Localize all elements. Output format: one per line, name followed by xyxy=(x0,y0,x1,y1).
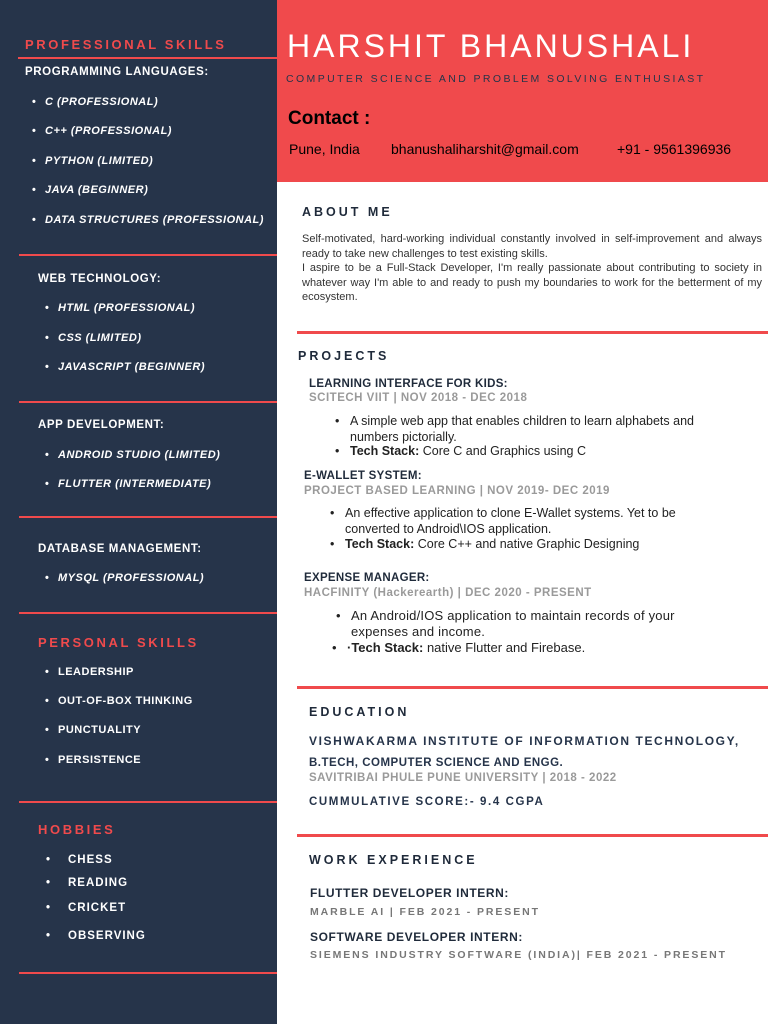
group-title-programming: PROGRAMMING LANGUAGES: xyxy=(25,66,209,78)
group-title-web: WEB TECHNOLOGY: xyxy=(38,273,162,285)
divider xyxy=(19,972,277,974)
hobby-item: • CRICKET xyxy=(46,902,126,914)
work-title: FLUTTER DEVELOPER INTERN: xyxy=(310,886,510,900)
work-subtitle: MARBLE AI | FEB 2021 - PRESENT xyxy=(310,906,540,918)
divider xyxy=(19,254,277,256)
divider xyxy=(297,686,768,689)
project-title: EXPENSE MANAGER: xyxy=(304,572,430,584)
work-heading: WORK EXPERIENCE xyxy=(309,853,478,867)
personal-skill-item: • PUNCTUALITY xyxy=(45,724,141,736)
divider xyxy=(19,612,277,614)
personal-skills-heading: PERSONAL SKILLS xyxy=(38,635,199,650)
skill-item: • ANDROID STUDIO (LIMITED) xyxy=(45,449,220,461)
personal-skill-item: • LEADERSHIP xyxy=(45,666,134,678)
divider xyxy=(297,834,768,837)
skill-item: • JAVASCRIPT (BEGINNER) xyxy=(45,361,205,373)
divider xyxy=(19,801,277,803)
skill-item: • C (PROFESSIONAL) xyxy=(32,96,158,108)
professional-skills-heading: PROFESSIONAL SKILLS xyxy=(25,37,227,52)
divider xyxy=(19,516,277,518)
skill-item: • DATA STRUCTURES (PROFESSIONAL) xyxy=(32,214,264,226)
about-text xyxy=(302,232,762,305)
header xyxy=(277,0,768,182)
project-title: E-WALLET SYSTEM: xyxy=(304,470,422,482)
group-title-database: DATABASE MANAGEMENT: xyxy=(38,543,202,555)
project-tech-stack: • ·Tech Stack: native Flutter and Firebase. xyxy=(332,640,586,655)
projects-heading: PROJECTS xyxy=(298,349,390,363)
project-title: LEARNING INTERFACE FOR KIDS: xyxy=(309,378,508,390)
skill-item: • HTML (PROFESSIONAL) xyxy=(45,302,195,314)
project-tech-stack: • Tech Stack: Core C++ and native Graphic Designing xyxy=(330,537,640,551)
group-title-app: APP DEVELOPMENT: xyxy=(38,419,165,431)
project-description: • An Android/IOS application to maintain records of your expenses and income. xyxy=(336,608,675,639)
project-subtitle: PROJECT BASED LEARNING | NOV 2019- DEC 2019 xyxy=(304,485,610,497)
divider xyxy=(19,401,277,403)
tagline: COMPUTER SCIENCE AND PROBLEM SOLVING ENTHUSIAST xyxy=(286,73,706,85)
sidebar xyxy=(0,0,277,1024)
personal-skill-item: • PERSISTENCE xyxy=(45,754,141,766)
project-tech-stack: • Tech Stack: Core C and Graphics using C xyxy=(335,444,586,458)
about-heading: ABOUT ME xyxy=(302,205,393,219)
project-subtitle: HACFINITY (Hackerearth) | DEC 2020 - PRESENT xyxy=(304,587,592,599)
personal-skill-item: • OUT-OF-BOX THINKING xyxy=(45,695,193,707)
skill-item: • FLUTTER (INTERMEDIATE) xyxy=(45,478,211,490)
work-title: SOFTWARE DEVELOPER INTERN: xyxy=(310,930,523,944)
education-degree: B.TECH, COMPUTER SCIENCE AND ENGG. xyxy=(309,757,564,769)
contact-heading: Contact : xyxy=(288,108,371,129)
skill-item: • PYTHON (LIMITED) xyxy=(32,155,153,167)
skill-item: • MYSQL (PROFESSIONAL) xyxy=(45,572,204,584)
work-subtitle: SIEMENS INDUSTRY SOFTWARE (INDIA)| FEB 2021 - PRESENT xyxy=(310,949,727,961)
education-institute: VISHWAKARMA INSTITUTE OF INFORMATION TECHNOLOGY, xyxy=(309,734,740,748)
contact-phone[interactable]: +91 - 9561396936 xyxy=(617,141,732,157)
skill-item: • C++ (PROFESSIONAL) xyxy=(32,125,172,137)
person-name: HARSHIT BHANUSHALI xyxy=(287,28,695,64)
hobby-item: • READING xyxy=(46,877,128,889)
education-score: CUMMULATIVE SCORE:- 9.4 CGPA xyxy=(309,796,545,808)
hobby-item: • OBSERVING xyxy=(46,930,146,942)
divider xyxy=(297,331,768,334)
divider xyxy=(18,57,277,59)
education-university: SAVITRIBAI PHULE PUNE UNIVERSITY | 2018 - 2022 xyxy=(309,772,617,784)
hobbies-heading: HOBBIES xyxy=(38,822,116,837)
about-paragraph: Self-motivated, hard-working individual constantly involved in self-improvement and always ready to take new challenges to test existing skills. I aspire to be a Full-Stack Developer, I'm really passionate about contributing to society in whatever way I'm able to and ready to push my boundaries to work for the betterment of my ecosystem. xyxy=(302,233,762,303)
project-description: • A simple web app that enables children to learn alphabets and numbers pictorially. xyxy=(335,414,694,444)
contact-email[interactable]: bhanushaliharshit@gmail.com xyxy=(391,141,579,157)
project-subtitle: SCITECH VIIT | NOV 2018 - DEC 2018 xyxy=(309,392,528,404)
skill-item: • CSS (LIMITED) xyxy=(45,332,142,344)
contact-location: Pune, India xyxy=(289,141,360,157)
hobby-item: • CHESS xyxy=(46,854,113,866)
skill-item: • JAVA (BEGINNER) xyxy=(32,184,148,196)
project-description: • An effective application to clone E-Wallet systems. Yet to be converted to Android\IOS application. xyxy=(330,506,676,536)
education-heading: EDUCATION xyxy=(309,705,410,719)
